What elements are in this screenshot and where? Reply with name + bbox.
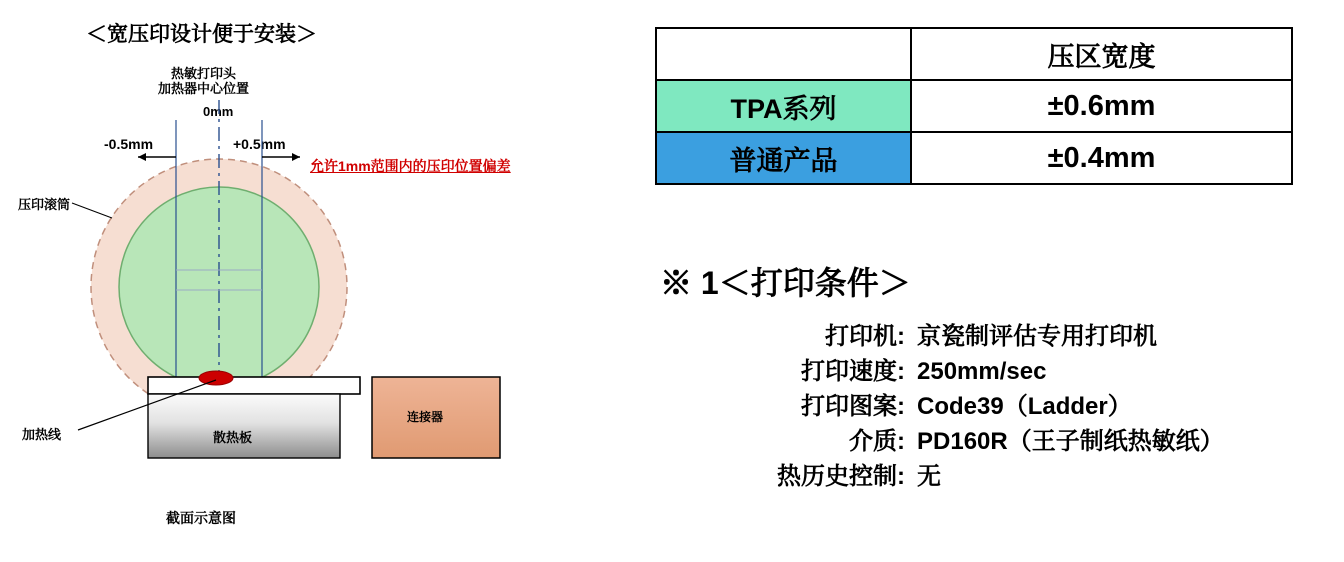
condition-key-printer: 打印机: (825, 323, 905, 350)
table-header-nip-width: 压区宽度 (911, 28, 1292, 80)
condition-value-history-control: 无 (917, 463, 941, 490)
zero-position-label: 0mm (203, 104, 234, 119)
heater-line-label: 加热线 (22, 427, 62, 442)
cross-section-svg (0, 0, 640, 562)
section-caption: 截面示意图 (166, 510, 236, 526)
heat-sink-label: 散热板 (213, 430, 253, 445)
nip-width-table (655, 27, 1293, 185)
list-item (660, 392, 1340, 422)
heater-dot (199, 371, 233, 385)
list-item (660, 462, 1340, 492)
table-header-blank (656, 28, 911, 80)
table-header-row (656, 28, 1292, 80)
condition-key-pattern: 打印图案: (801, 393, 905, 420)
table-row (656, 132, 1292, 184)
condition-value-speed: 250mm/sec (917, 358, 1047, 385)
table-row-value-tpa: ±0.6mm (911, 80, 1292, 132)
condition-value-pattern: Code39（Ladder） (917, 393, 1132, 420)
minus-arrow-head (138, 153, 146, 161)
table-row-label-normal: 普通产品 (656, 132, 911, 184)
platen-label-leader (72, 203, 112, 218)
plus-tolerance-label: +0.5mm (233, 136, 286, 152)
tolerance-note: 允许1mm范围内的压印位置偏差 (310, 158, 511, 174)
table-row-value-normal: ±0.4mm (911, 132, 1292, 184)
condition-value-printer: 京瓷制评估专用打印机 (917, 323, 1157, 350)
thermal-head-label-line2: 加热器中心位置 (158, 81, 250, 96)
spec-and-conditions-panel (650, 0, 1344, 562)
diagram-title: ＜宽压印设计便于安装＞ (86, 23, 317, 46)
plus-arrow-head (292, 153, 300, 161)
condition-key-history-control: 热历史控制: (777, 463, 905, 490)
head-substrate (148, 377, 360, 394)
list-item (660, 357, 1340, 387)
list-item (660, 322, 1340, 352)
heat-sink-block (148, 394, 340, 458)
minus-tolerance-label: -0.5mm (104, 136, 154, 152)
cross-section-diagram-panel (0, 0, 640, 562)
table-row (656, 80, 1292, 132)
platen-roller-label: 压印滚筒 (18, 197, 71, 212)
condition-key-media: 介质: (849, 428, 905, 455)
connector-label: 连接器 (407, 410, 444, 424)
table-row-label-tpa: TPA系列 (656, 80, 911, 132)
condition-key-speed: 打印速度: (801, 358, 905, 385)
thermal-head-label-line1: 热敏打印头 (171, 66, 237, 81)
condition-value-media: PD160R（王子制纸热敏纸） (917, 428, 1224, 455)
list-item (660, 427, 1340, 457)
print-conditions-list (660, 322, 1340, 497)
print-conditions-title: ※ 1＜打印条件＞ (660, 265, 911, 301)
